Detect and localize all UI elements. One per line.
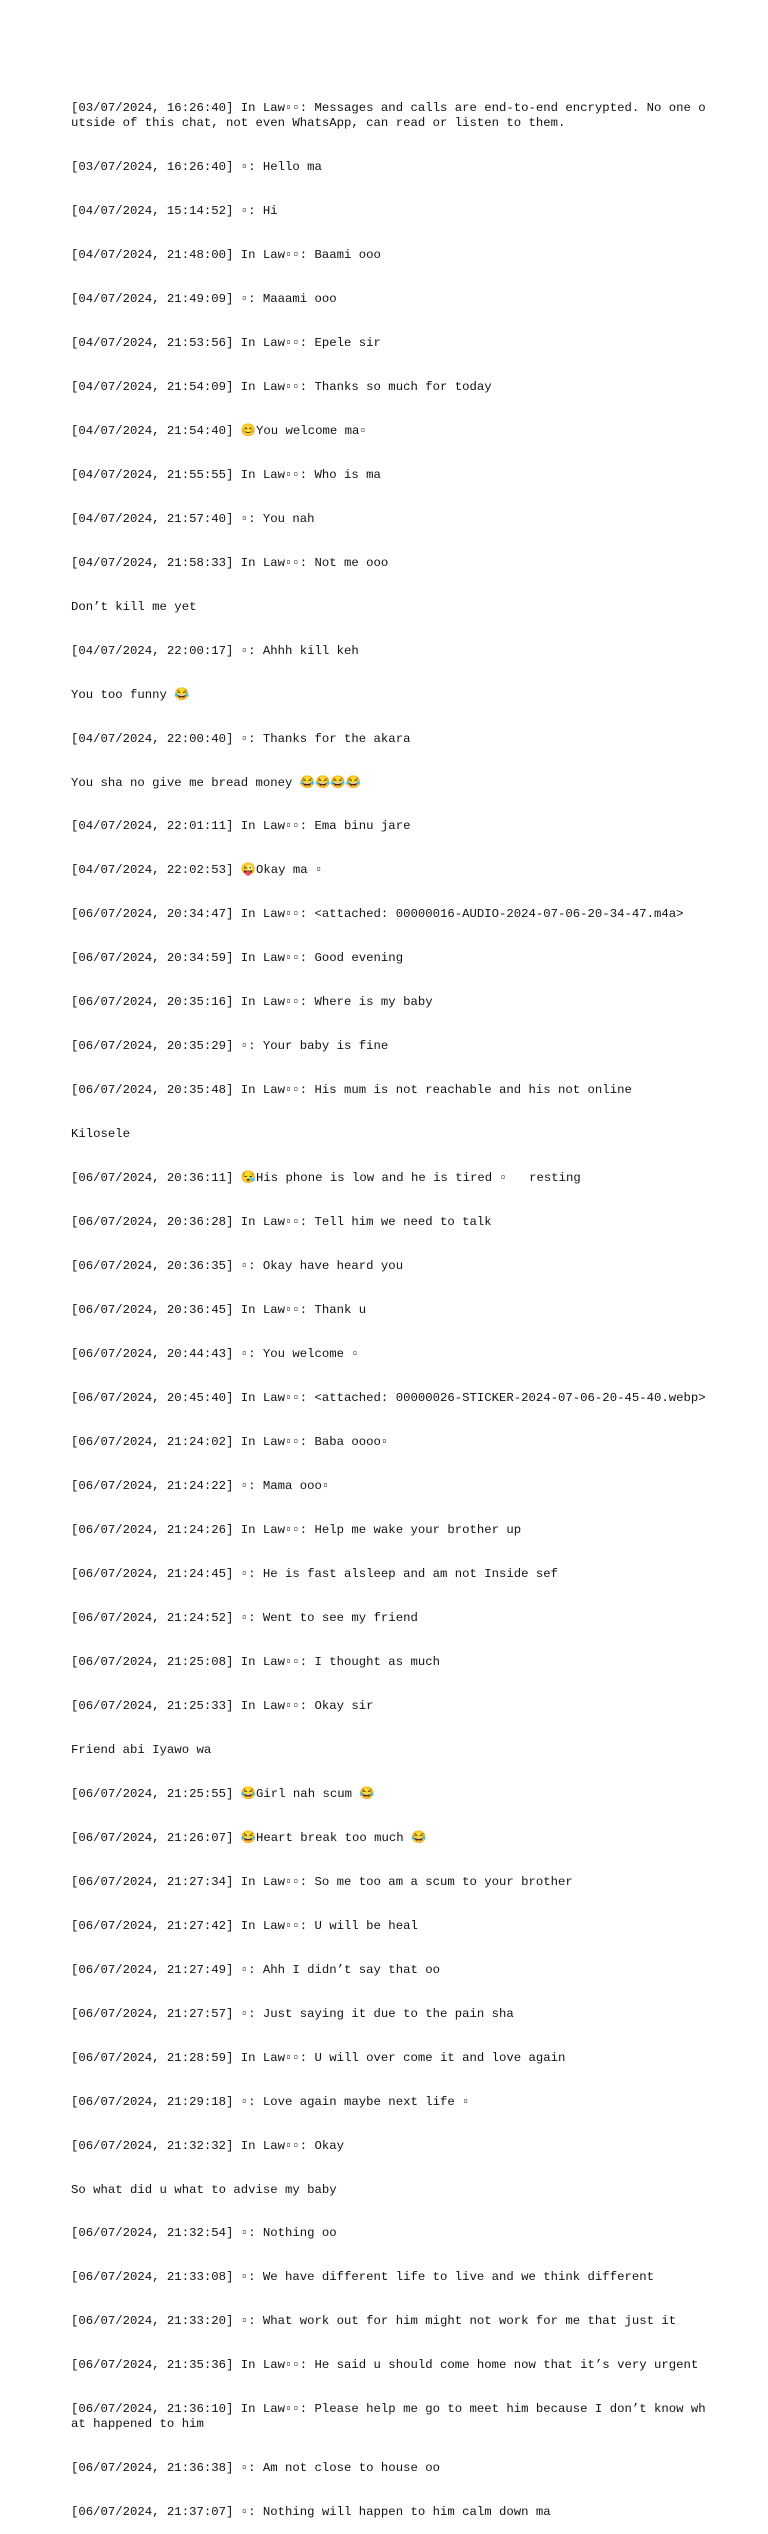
chat-line: [04/07/2024, 21:55:55] In Law▫▫: Who is ma <box>71 467 381 482</box>
chat-line: [06/07/2024, 20:45:40] In Law▫▫: <attached: 00000026-STICKER-2024-07-06-20-45-40.webp> <box>71 1391 706 1406</box>
chat-line: [04/07/2024, 15:14:52] ▫: Hi <box>71 203 278 218</box>
chat-line: [06/07/2024, 21:24:45] ▫: He is fast alsleep and am not Inside sef <box>71 1566 559 1581</box>
chat-line: [06/07/2024, 20:35:48] In Law▫▫: His mum is not reachable and his not online <box>71 1083 632 1098</box>
chat-line: [06/07/2024, 21:27:42] In Law▫▫: U will be heal <box>71 1918 418 1933</box>
chat-line: [03/07/2024, 16:26:40] In Law▫▫: Messages and calls are end-to-end encrypted. No one outside of this chat, not even WhatsApp, can read or listen to them. <box>71 101 706 130</box>
chat-line: You too funny 😂 <box>71 687 190 702</box>
chat-line: [03/07/2024, 16:26:40] ▫: Hello ma <box>71 159 322 174</box>
chat-line: [04/07/2024, 22:01:11] In Law▫▫: Ema binu jare <box>71 819 411 834</box>
chat-line: [04/07/2024, 21:49:09] ▫: Maaami ooo <box>71 291 337 306</box>
chat-line: [04/07/2024, 21:54:40] 😊You welcome ma▫ <box>71 423 367 438</box>
chat-line: Kilosele <box>71 1127 131 1142</box>
chat-line: [06/07/2024, 21:28:59] In Law▫▫: U will over come it and love again <box>71 2050 566 2065</box>
chat-line: You sha no give me bread money 😂😂😂😂 <box>71 775 362 790</box>
chat-line: [04/07/2024, 21:57:40] ▫: You nah <box>71 511 315 526</box>
chat-line: [06/07/2024, 21:37:07] ▫: Nothing will happen to him calm down ma <box>71 2504 551 2519</box>
chat-line: [06/07/2024, 21:33:20] ▫: What work out for him might not work for me that just it <box>71 2314 677 2329</box>
chat-line: [06/07/2024, 21:27:49] ▫: Ahh I didn’t say that oo <box>71 1962 440 1977</box>
chat-line: [06/07/2024, 21:33:08] ▫: We have different life to live and we think different <box>71 2270 654 2285</box>
chat-transcript <box>71 72 711 2534</box>
chat-line: [06/07/2024, 20:36:28] In Law▫▫: Tell him we need to talk <box>71 1215 492 1230</box>
chat-line: [06/07/2024, 21:26:07] 😂Heart break too much 😂 <box>71 1830 427 1845</box>
chat-line: [06/07/2024, 20:35:16] In Law▫▫: Where is my baby <box>71 995 433 1010</box>
chat-line: [04/07/2024, 21:48:00] In Law▫▫: Baami ooo <box>71 247 381 262</box>
chat-line: [06/07/2024, 21:27:57] ▫: Just saying it due to the pain sha <box>71 2006 514 2021</box>
chat-line: [06/07/2024, 20:44:43] ▫: You welcome ▫ <box>71 1347 359 1362</box>
chat-line: [04/07/2024, 22:00:40] ▫: Thanks for the akara <box>71 731 411 746</box>
chat-line: Don’t kill me yet <box>71 599 197 614</box>
chat-line: [06/07/2024, 20:35:29] ▫: Your baby is fine <box>71 1039 389 1054</box>
chat-line: [06/07/2024, 21:32:54] ▫: Nothing oo <box>71 2226 337 2241</box>
chat-line: [06/07/2024, 21:24:26] In Law▫▫: Help me wake your brother up <box>71 1522 522 1537</box>
chat-line: [06/07/2024, 21:25:55] 😂Girl nah scum 😂 <box>71 1786 375 1801</box>
chat-line: [06/07/2024, 20:34:47] In Law▫▫: <attached: 00000016-AUDIO-2024-07-06-20-34-47.m4a> <box>71 907 684 922</box>
chat-line: [04/07/2024, 21:53:56] In Law▫▫: Epele sir <box>71 335 381 350</box>
chat-line: [06/07/2024, 20:34:59] In Law▫▫: Good evening <box>71 951 404 966</box>
chat-line: [04/07/2024, 21:58:33] In Law▫▫: Not me ooo <box>71 555 389 570</box>
chat-line: [06/07/2024, 21:24:02] In Law▫▫: Baba oooo▫ <box>71 1435 389 1450</box>
chat-line: [06/07/2024, 21:36:38] ▫: Am not close to house oo <box>71 2460 440 2475</box>
chat-line: [04/07/2024, 22:00:17] ▫: Ahhh kill keh <box>71 643 359 658</box>
chat-line: [06/07/2024, 21:25:33] In Law▫▫: Okay sir <box>71 1698 374 1713</box>
chat-line: [06/07/2024, 20:36:45] In Law▫▫: Thank u <box>71 1303 367 1318</box>
chat-line: So what did u what to advise my baby <box>71 2182 337 2197</box>
chat-line: [06/07/2024, 20:36:11] 😪His phone is low and he is tired ▫ resting <box>71 1171 581 1186</box>
chat-line: [06/07/2024, 21:24:52] ▫: Went to see my friend <box>71 1610 418 1625</box>
chat-line: [06/07/2024, 20:36:35] ▫: Okay have heard you <box>71 1259 404 1274</box>
chat-line: Friend abi Iyawo wa <box>71 1742 212 1757</box>
chat-line: [06/07/2024, 21:27:34] In Law▫▫: So me too am a scum to your brother <box>71 1874 573 1889</box>
chat-line: [06/07/2024, 21:35:36] In Law▫▫: He said u should come home now that it’s very urgent <box>71 2358 699 2373</box>
chat-line: [06/07/2024, 21:25:08] In Law▫▫: I thought as much <box>71 1654 440 1669</box>
chat-line: [06/07/2024, 21:32:32] In Law▫▫: Okay <box>71 2138 345 2153</box>
chat-line: [06/07/2024, 21:36:10] In Law▫▫: Please help me go to meet him because I don’t know what happened to him <box>71 2402 706 2431</box>
chat-line: [06/07/2024, 21:29:18] ▫: Love again maybe next life ▫ <box>71 2094 470 2109</box>
chat-line: [04/07/2024, 21:54:09] In Law▫▫: Thanks so much for today <box>71 379 492 394</box>
chat-line: [06/07/2024, 21:24:22] ▫: Mama ooo▫ <box>71 1479 330 1493</box>
chat-line: [04/07/2024, 22:02:53] 😜Okay ma ▫ <box>71 863 323 878</box>
